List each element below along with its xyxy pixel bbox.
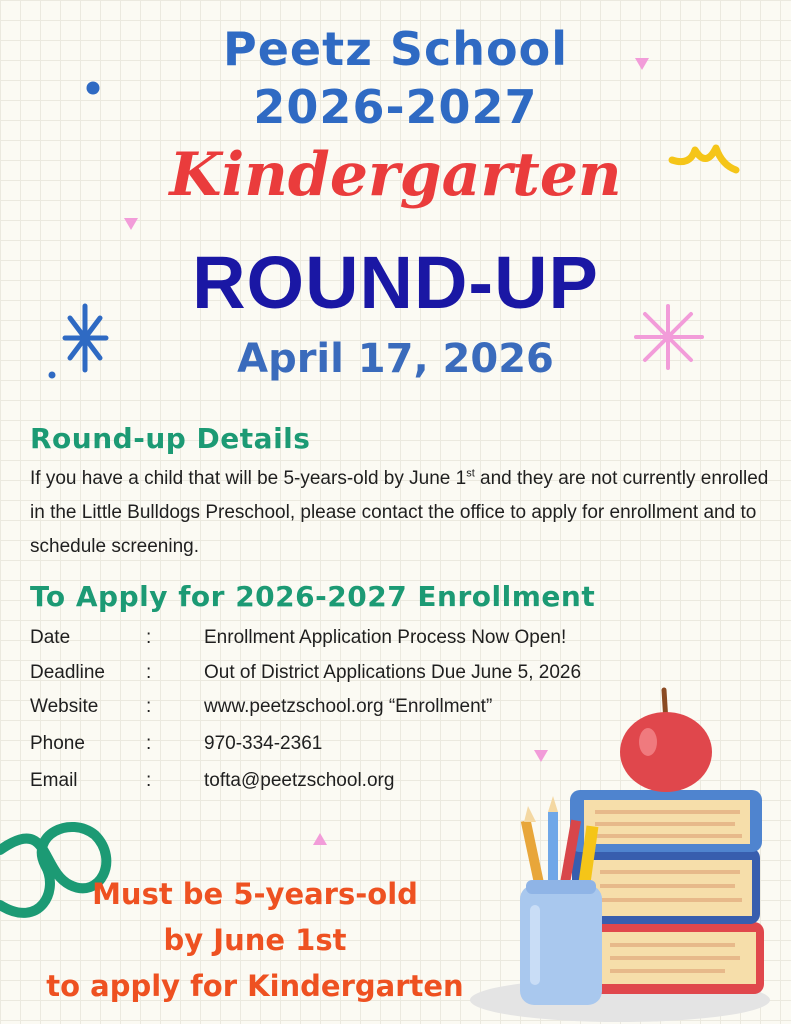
email-link[interactable]: tofta@peetzschool.org [204, 770, 395, 791]
row-label: Website [30, 696, 99, 717]
details-paragraph [30, 462, 770, 564]
details-text-part1: If you have a child that will be 5-years-old by June 1 [30, 468, 467, 489]
row-label: Deadline [30, 662, 105, 683]
pink-triangle-icon [313, 833, 327, 845]
books-illustration [470, 790, 770, 1022]
pink-triangle-icon [124, 218, 138, 230]
kindergarten-title: Kindergarten [169, 140, 622, 210]
row-separator: : [146, 627, 152, 648]
row-value: Enrollment Application Process Now Open! [204, 627, 567, 648]
row-label: Phone [30, 733, 85, 754]
row-separator: : [146, 733, 152, 754]
apple-icon [620, 690, 712, 792]
notice-line-2: by June 1st [163, 923, 347, 957]
row-separator: : [146, 696, 152, 717]
pencil-jar-icon [520, 796, 602, 1005]
notice-line-1: Must be 5-years-old [92, 877, 418, 911]
row-value: Out of District Applications Due June 5, 2026 [204, 662, 582, 683]
details-text-sup: st [466, 467, 475, 480]
notice-line-3: to apply for Kindergarten [46, 969, 464, 1003]
row-label: Email [30, 770, 78, 791]
row-label: Date [30, 627, 71, 648]
event-date: April 17, 2026 [237, 336, 554, 382]
details-text-part2: and they are not currently enrolled in the Little Bulldogs Preschool, please contact the office to apply for enrollment and to schedule screening. [30, 468, 769, 557]
row-separator: : [146, 770, 152, 791]
phone-number: 970-334-2361 [204, 733, 323, 754]
website-link[interactable]: www.peetzschool.org “Enrollment” [204, 696, 493, 717]
pink-triangle-icon [534, 750, 548, 762]
row-separator: : [146, 662, 152, 683]
details-heading: Round-up Details [30, 422, 311, 455]
school-year: 2026-2027 [253, 80, 538, 134]
apply-heading: To Apply for 2026-2027 Enrollment [30, 580, 596, 613]
roundup-title: ROUND-UP [192, 241, 599, 324]
school-name: Peetz School [222, 22, 568, 76]
